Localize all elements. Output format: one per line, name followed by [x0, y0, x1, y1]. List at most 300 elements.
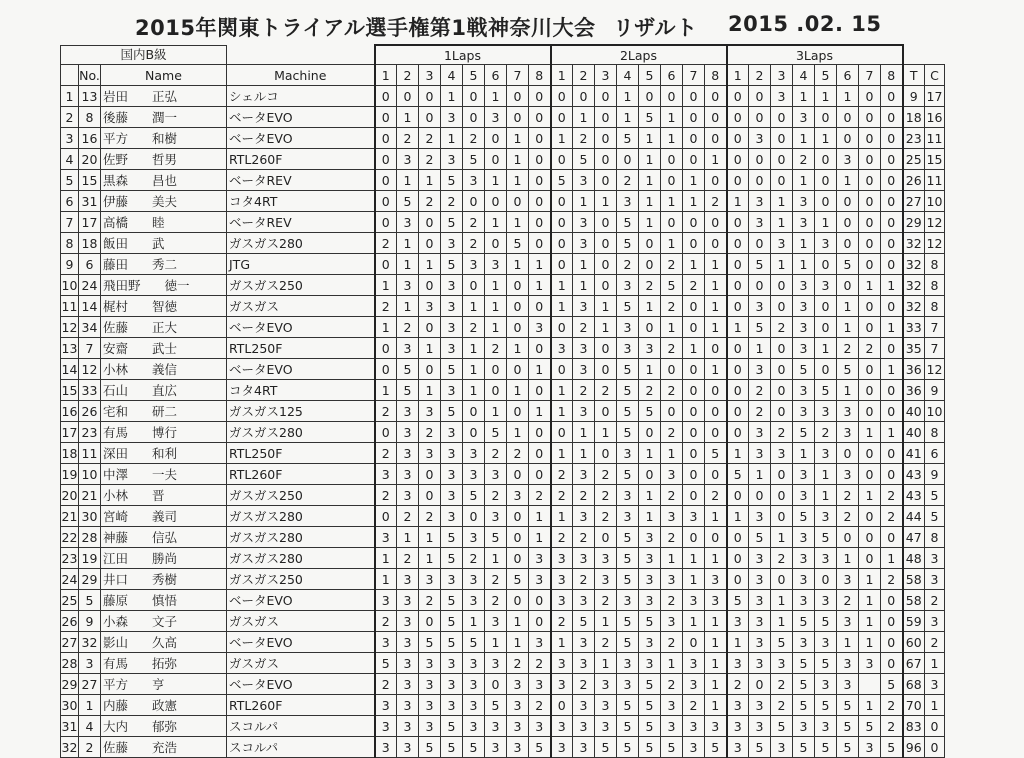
- score-cell: 0: [375, 86, 397, 107]
- rider-given-name: 秀樹: [152, 571, 178, 587]
- clean-count-cell: 2: [925, 632, 945, 653]
- score-cell: 0: [595, 359, 617, 380]
- table-row: [61, 443, 945, 464]
- score-cell: 1: [639, 443, 661, 464]
- score-cell: 0: [595, 107, 617, 128]
- clean-count-cell: 2: [925, 590, 945, 611]
- machine-cell: ベータEVO: [227, 359, 375, 380]
- machine-cell: ガスガス280: [227, 506, 375, 527]
- score-cell: 0: [595, 443, 617, 464]
- score-cell: 3: [397, 737, 419, 758]
- score-cell: 0: [683, 401, 705, 422]
- score-cell: 3: [485, 737, 507, 758]
- score-cell: 0: [683, 86, 705, 107]
- rider-given-name: 和利: [152, 445, 178, 461]
- score-cell: 0: [771, 128, 793, 149]
- rider-name-cell: [101, 695, 227, 716]
- score-cell: 3: [617, 674, 639, 695]
- score-cell: 1: [727, 317, 749, 338]
- score-cell: 3: [397, 716, 419, 737]
- score-cell: 0: [881, 170, 903, 191]
- score-cell: 0: [595, 149, 617, 170]
- score-cell: 1: [485, 548, 507, 569]
- score-cell: 1: [595, 653, 617, 674]
- rider-given-name: 慎悟: [152, 592, 178, 608]
- rider-family-name: 佐野: [103, 151, 129, 167]
- score-cell: 0: [727, 86, 749, 107]
- score-cell: 0: [507, 590, 529, 611]
- table-row: [61, 296, 945, 317]
- score-cell: 0: [683, 317, 705, 338]
- score-cell: 3: [573, 548, 595, 569]
- score-cell: 3: [441, 296, 463, 317]
- score-cell: 1: [683, 548, 705, 569]
- score-cell: 2: [529, 485, 551, 506]
- score-cell: 3: [485, 716, 507, 737]
- total-cell: 23: [903, 128, 925, 149]
- total-cell: 35: [903, 338, 925, 359]
- table-row: [61, 716, 945, 737]
- score-cell: 3: [815, 506, 837, 527]
- score-cell: 0: [705, 380, 727, 401]
- score-cell: 3: [485, 254, 507, 275]
- score-cell: 2: [661, 632, 683, 653]
- score-cell: 3: [837, 422, 859, 443]
- total-cell: 48: [903, 548, 925, 569]
- score-cell: 0: [551, 359, 573, 380]
- score-cell: 3: [573, 716, 595, 737]
- score-cell: 3: [661, 611, 683, 632]
- score-cell: 0: [727, 107, 749, 128]
- score-cell: 1: [485, 632, 507, 653]
- score-cell: 5: [617, 716, 639, 737]
- score-cell: 5: [441, 254, 463, 275]
- score-cell: 3: [793, 464, 815, 485]
- machine-cell: シェルコ: [227, 86, 375, 107]
- rider-given-name: 正大: [152, 319, 178, 335]
- score-cell: 1: [793, 128, 815, 149]
- machine-cell: ベータEVO: [227, 107, 375, 128]
- score-cell: 1: [529, 254, 551, 275]
- score-cell: 0: [529, 611, 551, 632]
- score-cell: 3: [397, 338, 419, 359]
- machine-cell: ガスガス280: [227, 527, 375, 548]
- score-cell: 1: [881, 275, 903, 296]
- score-cell: 0: [771, 275, 793, 296]
- table-row: [61, 401, 945, 422]
- score-cell: 3: [441, 275, 463, 296]
- score-cell: 3: [617, 653, 639, 674]
- score-cell: 2: [463, 317, 485, 338]
- score-cell: 2: [771, 548, 793, 569]
- results-table: [60, 44, 945, 758]
- rider-number-cell: 11: [79, 443, 101, 464]
- rider-given-name: 潤一: [152, 109, 178, 125]
- score-cell: 1: [661, 191, 683, 212]
- rider-given-name: 和樹: [152, 130, 178, 146]
- rank-cell: 27: [61, 632, 79, 653]
- clean-count-cell: 5: [925, 485, 945, 506]
- score-cell: 0: [463, 86, 485, 107]
- score-cell: 0: [595, 338, 617, 359]
- score-cell: 1: [727, 506, 749, 527]
- score-cell: 0: [837, 212, 859, 233]
- score-cell: 0: [397, 86, 419, 107]
- score-cell: 0: [683, 359, 705, 380]
- rider-number-cell: 23: [79, 422, 101, 443]
- score-cell: 0: [485, 149, 507, 170]
- score-cell: 1: [771, 527, 793, 548]
- score-cell: 5: [793, 611, 815, 632]
- score-cell: 2: [617, 170, 639, 191]
- score-cell: 0: [859, 506, 881, 527]
- rank-cell: 31: [61, 716, 79, 737]
- score-cell: 0: [551, 149, 573, 170]
- score-cell: 0: [705, 212, 727, 233]
- score-cell: 5: [617, 422, 639, 443]
- score-cell: 3: [397, 464, 419, 485]
- score-cell: 1: [705, 254, 727, 275]
- score-cell: 2: [397, 548, 419, 569]
- score-cell: 0: [661, 401, 683, 422]
- rider-number-cell: 10: [79, 464, 101, 485]
- score-cell: 2: [837, 590, 859, 611]
- score-cell: 0: [859, 317, 881, 338]
- score-cell: 5: [419, 737, 441, 758]
- score-cell: 0: [749, 275, 771, 296]
- score-cell: 0: [881, 107, 903, 128]
- score-cell: 3: [617, 191, 639, 212]
- score-cell: 0: [551, 86, 573, 107]
- rank-cell: 8: [61, 233, 79, 254]
- score-cell: 0: [507, 359, 529, 380]
- score-cell: 0: [529, 590, 551, 611]
- table-row: [61, 674, 945, 695]
- score-cell: 0: [595, 233, 617, 254]
- score-cell: 2: [485, 338, 507, 359]
- machine-cell: RTL250F: [227, 443, 375, 464]
- score-cell: 1: [617, 107, 639, 128]
- score-cell: 3: [529, 716, 551, 737]
- score-cell: 0: [837, 191, 859, 212]
- score-cell: 3: [793, 569, 815, 590]
- machine-cell: ガスガス280: [227, 422, 375, 443]
- score-cell: 2: [595, 506, 617, 527]
- score-cell: 3: [485, 611, 507, 632]
- score-cell: 1: [661, 653, 683, 674]
- score-cell: 0: [595, 254, 617, 275]
- score-cell: 1: [793, 254, 815, 275]
- total-cell: 44: [903, 506, 925, 527]
- score-cell: 1: [639, 212, 661, 233]
- total-cell: 68: [903, 674, 925, 695]
- score-cell: 5: [617, 569, 639, 590]
- score-cell: 3: [397, 401, 419, 422]
- score-cell: 1: [397, 107, 419, 128]
- score-cell: 2: [837, 338, 859, 359]
- score-cell: 1: [727, 632, 749, 653]
- score-cell: 3: [375, 632, 397, 653]
- rank-cell: 17: [61, 422, 79, 443]
- score-cell: 0: [639, 317, 661, 338]
- rank-cell: 18: [61, 443, 79, 464]
- score-cell: 1: [375, 380, 397, 401]
- score-cell: 1: [639, 128, 661, 149]
- score-cell: 3: [485, 107, 507, 128]
- machine-cell: RTL260F: [227, 695, 375, 716]
- score-cell: 1: [507, 422, 529, 443]
- rider-number-cell: 21: [79, 485, 101, 506]
- score-cell: 3: [793, 275, 815, 296]
- score-cell: 1: [507, 212, 529, 233]
- score-cell: 0: [771, 401, 793, 422]
- score-cell: 2: [573, 527, 595, 548]
- score-cell: 0: [419, 317, 441, 338]
- rider-family-name: 飯田: [103, 235, 129, 251]
- score-cell: 1: [881, 359, 903, 380]
- total-cell: 32: [903, 254, 925, 275]
- score-cell: 3: [815, 275, 837, 296]
- score-cell: 1: [507, 128, 529, 149]
- section-header: 6: [837, 65, 859, 86]
- score-cell: 5: [727, 464, 749, 485]
- score-cell: 0: [529, 338, 551, 359]
- machine-cell: ガスガス: [227, 653, 375, 674]
- score-cell: 0: [837, 128, 859, 149]
- score-cell: 2: [551, 464, 573, 485]
- rider-name-cell: [101, 674, 227, 695]
- score-cell: 0: [771, 107, 793, 128]
- rider-family-name: 平方: [103, 676, 129, 692]
- score-cell: 3: [551, 737, 573, 758]
- score-cell: 5: [859, 716, 881, 737]
- section-header: 2: [397, 65, 419, 86]
- rider-number-cell: 5: [79, 590, 101, 611]
- rider-number-cell: 32: [79, 632, 101, 653]
- rider-number-cell: 17: [79, 212, 101, 233]
- score-cell: 1: [397, 296, 419, 317]
- score-cell: 1: [463, 359, 485, 380]
- score-cell: 3: [551, 653, 573, 674]
- score-cell: 3: [749, 590, 771, 611]
- score-cell: 2: [551, 611, 573, 632]
- score-cell: 3: [419, 443, 441, 464]
- score-cell: 1: [485, 212, 507, 233]
- score-cell: 0: [485, 191, 507, 212]
- score-cell: 0: [595, 86, 617, 107]
- score-cell: 0: [375, 170, 397, 191]
- score-cell: 0: [463, 401, 485, 422]
- rank-cell: 29: [61, 674, 79, 695]
- score-cell: 1: [375, 548, 397, 569]
- score-cell: 0: [573, 86, 595, 107]
- lap-group-3: 3Laps: [727, 45, 903, 65]
- score-cell: 2: [749, 401, 771, 422]
- clean-count-cell: 7: [925, 317, 945, 338]
- score-cell: 0: [595, 170, 617, 191]
- rider-name-cell: [101, 464, 227, 485]
- machine-cell: コタ4RT: [227, 380, 375, 401]
- rider-given-name: 直広: [152, 382, 178, 398]
- clean-count-cell: 0: [925, 716, 945, 737]
- total-cell: 32: [903, 233, 925, 254]
- rider-number-cell: 27: [79, 674, 101, 695]
- score-cell: 5: [815, 380, 837, 401]
- total-cell: 27: [903, 191, 925, 212]
- score-cell: 3: [793, 107, 815, 128]
- total-cell: 43: [903, 464, 925, 485]
- total-cell: 83: [903, 716, 925, 737]
- score-cell: 3: [397, 653, 419, 674]
- score-cell: 5: [793, 653, 815, 674]
- score-cell: 0: [617, 149, 639, 170]
- score-cell: 0: [859, 527, 881, 548]
- score-cell: 3: [639, 338, 661, 359]
- rank-cell: 15: [61, 380, 79, 401]
- rider-number-cell: 3: [79, 653, 101, 674]
- score-cell: 1: [529, 359, 551, 380]
- score-cell: 1: [749, 464, 771, 485]
- section-header: 5: [639, 65, 661, 86]
- score-cell: 5: [837, 359, 859, 380]
- score-cell: 1: [859, 632, 881, 653]
- score-cell: 1: [749, 338, 771, 359]
- score-cell: 3: [419, 716, 441, 737]
- score-cell: 1: [639, 191, 661, 212]
- score-cell: 5: [485, 422, 507, 443]
- score-cell: 5: [463, 737, 485, 758]
- rider-family-name: 平方: [103, 130, 129, 146]
- score-cell: 3: [463, 170, 485, 191]
- rider-given-name: 徳一: [164, 277, 190, 293]
- score-cell: 0: [683, 464, 705, 485]
- score-cell: 1: [705, 296, 727, 317]
- score-cell: 1: [815, 485, 837, 506]
- score-cell: 0: [727, 296, 749, 317]
- score-cell: 0: [661, 170, 683, 191]
- score-cell: 3: [463, 254, 485, 275]
- score-cell: 3: [639, 590, 661, 611]
- score-cell: 5: [573, 611, 595, 632]
- score-cell: 2: [573, 128, 595, 149]
- score-cell: 0: [529, 443, 551, 464]
- score-cell: 1: [529, 527, 551, 548]
- score-cell: 5: [639, 401, 661, 422]
- score-cell: 0: [859, 128, 881, 149]
- rider-given-name: 義信: [152, 361, 178, 377]
- score-cell: 3: [441, 338, 463, 359]
- score-cell: 0: [375, 191, 397, 212]
- score-cell: 0: [859, 254, 881, 275]
- score-cell: 0: [375, 254, 397, 275]
- score-cell: 3: [793, 296, 815, 317]
- score-cell: 2: [705, 191, 727, 212]
- score-cell: 0: [705, 338, 727, 359]
- section-header: 1: [551, 65, 573, 86]
- score-cell: 1: [551, 506, 573, 527]
- score-cell: 3: [749, 191, 771, 212]
- score-cell: 2: [771, 317, 793, 338]
- clean-count-cell: 6: [925, 443, 945, 464]
- score-cell: 0: [683, 632, 705, 653]
- score-cell: 0: [661, 212, 683, 233]
- score-cell: 3: [507, 737, 529, 758]
- score-cell: 3: [793, 716, 815, 737]
- score-cell: 0: [551, 191, 573, 212]
- score-cell: 3: [397, 611, 419, 632]
- score-cell: 0: [529, 149, 551, 170]
- rider-number-cell: 28: [79, 527, 101, 548]
- score-cell: 3: [397, 275, 419, 296]
- score-cell: 3: [375, 590, 397, 611]
- score-cell: 0: [463, 506, 485, 527]
- score-cell: 3: [573, 170, 595, 191]
- score-cell: 2: [463, 128, 485, 149]
- clean-count-cell: 1: [925, 653, 945, 674]
- score-cell: 0: [507, 275, 529, 296]
- score-cell: 0: [815, 170, 837, 191]
- score-cell: 5: [419, 632, 441, 653]
- score-cell: 3: [683, 506, 705, 527]
- score-cell: 0: [837, 233, 859, 254]
- score-cell: 5: [617, 401, 639, 422]
- score-cell: 2: [837, 485, 859, 506]
- header-row-columns: [61, 65, 945, 86]
- score-cell: 0: [639, 254, 661, 275]
- table-row: [61, 632, 945, 653]
- rider-number-cell: 2: [79, 737, 101, 758]
- score-cell: 3: [837, 653, 859, 674]
- clean-count-cell: 15: [925, 149, 945, 170]
- score-cell: 5: [441, 170, 463, 191]
- rank-cell: 2: [61, 107, 79, 128]
- score-cell: 0: [639, 464, 661, 485]
- lap-group-1: 1Laps: [375, 45, 551, 65]
- score-cell: 0: [815, 191, 837, 212]
- score-cell: 0: [727, 233, 749, 254]
- score-cell: 3: [573, 590, 595, 611]
- score-cell: 3: [441, 653, 463, 674]
- score-cell: 3: [397, 695, 419, 716]
- score-cell: 0: [661, 86, 683, 107]
- score-cell: 5: [441, 590, 463, 611]
- score-cell: 1: [507, 149, 529, 170]
- score-cell: 1: [375, 317, 397, 338]
- score-cell: 5: [639, 716, 661, 737]
- score-cell: 3: [441, 149, 463, 170]
- score-cell: 1: [573, 443, 595, 464]
- score-cell: 0: [683, 527, 705, 548]
- score-cell: 0: [859, 380, 881, 401]
- score-cell: 3: [595, 548, 617, 569]
- score-cell: 1: [815, 86, 837, 107]
- rank-cell: 23: [61, 548, 79, 569]
- rank-cell: 16: [61, 401, 79, 422]
- score-cell: 0: [727, 128, 749, 149]
- score-cell: 5: [617, 296, 639, 317]
- rider-name-cell: [101, 611, 227, 632]
- score-cell: 0: [683, 422, 705, 443]
- score-cell: 0: [815, 317, 837, 338]
- score-cell: 1: [419, 338, 441, 359]
- score-cell: 0: [771, 380, 793, 401]
- score-cell: 5: [441, 359, 463, 380]
- rider-given-name: 勝尚: [152, 550, 178, 566]
- score-cell: 5: [815, 611, 837, 632]
- total-cell: 36: [903, 380, 925, 401]
- score-cell: 0: [881, 254, 903, 275]
- machine-cell: ベータEVO: [227, 674, 375, 695]
